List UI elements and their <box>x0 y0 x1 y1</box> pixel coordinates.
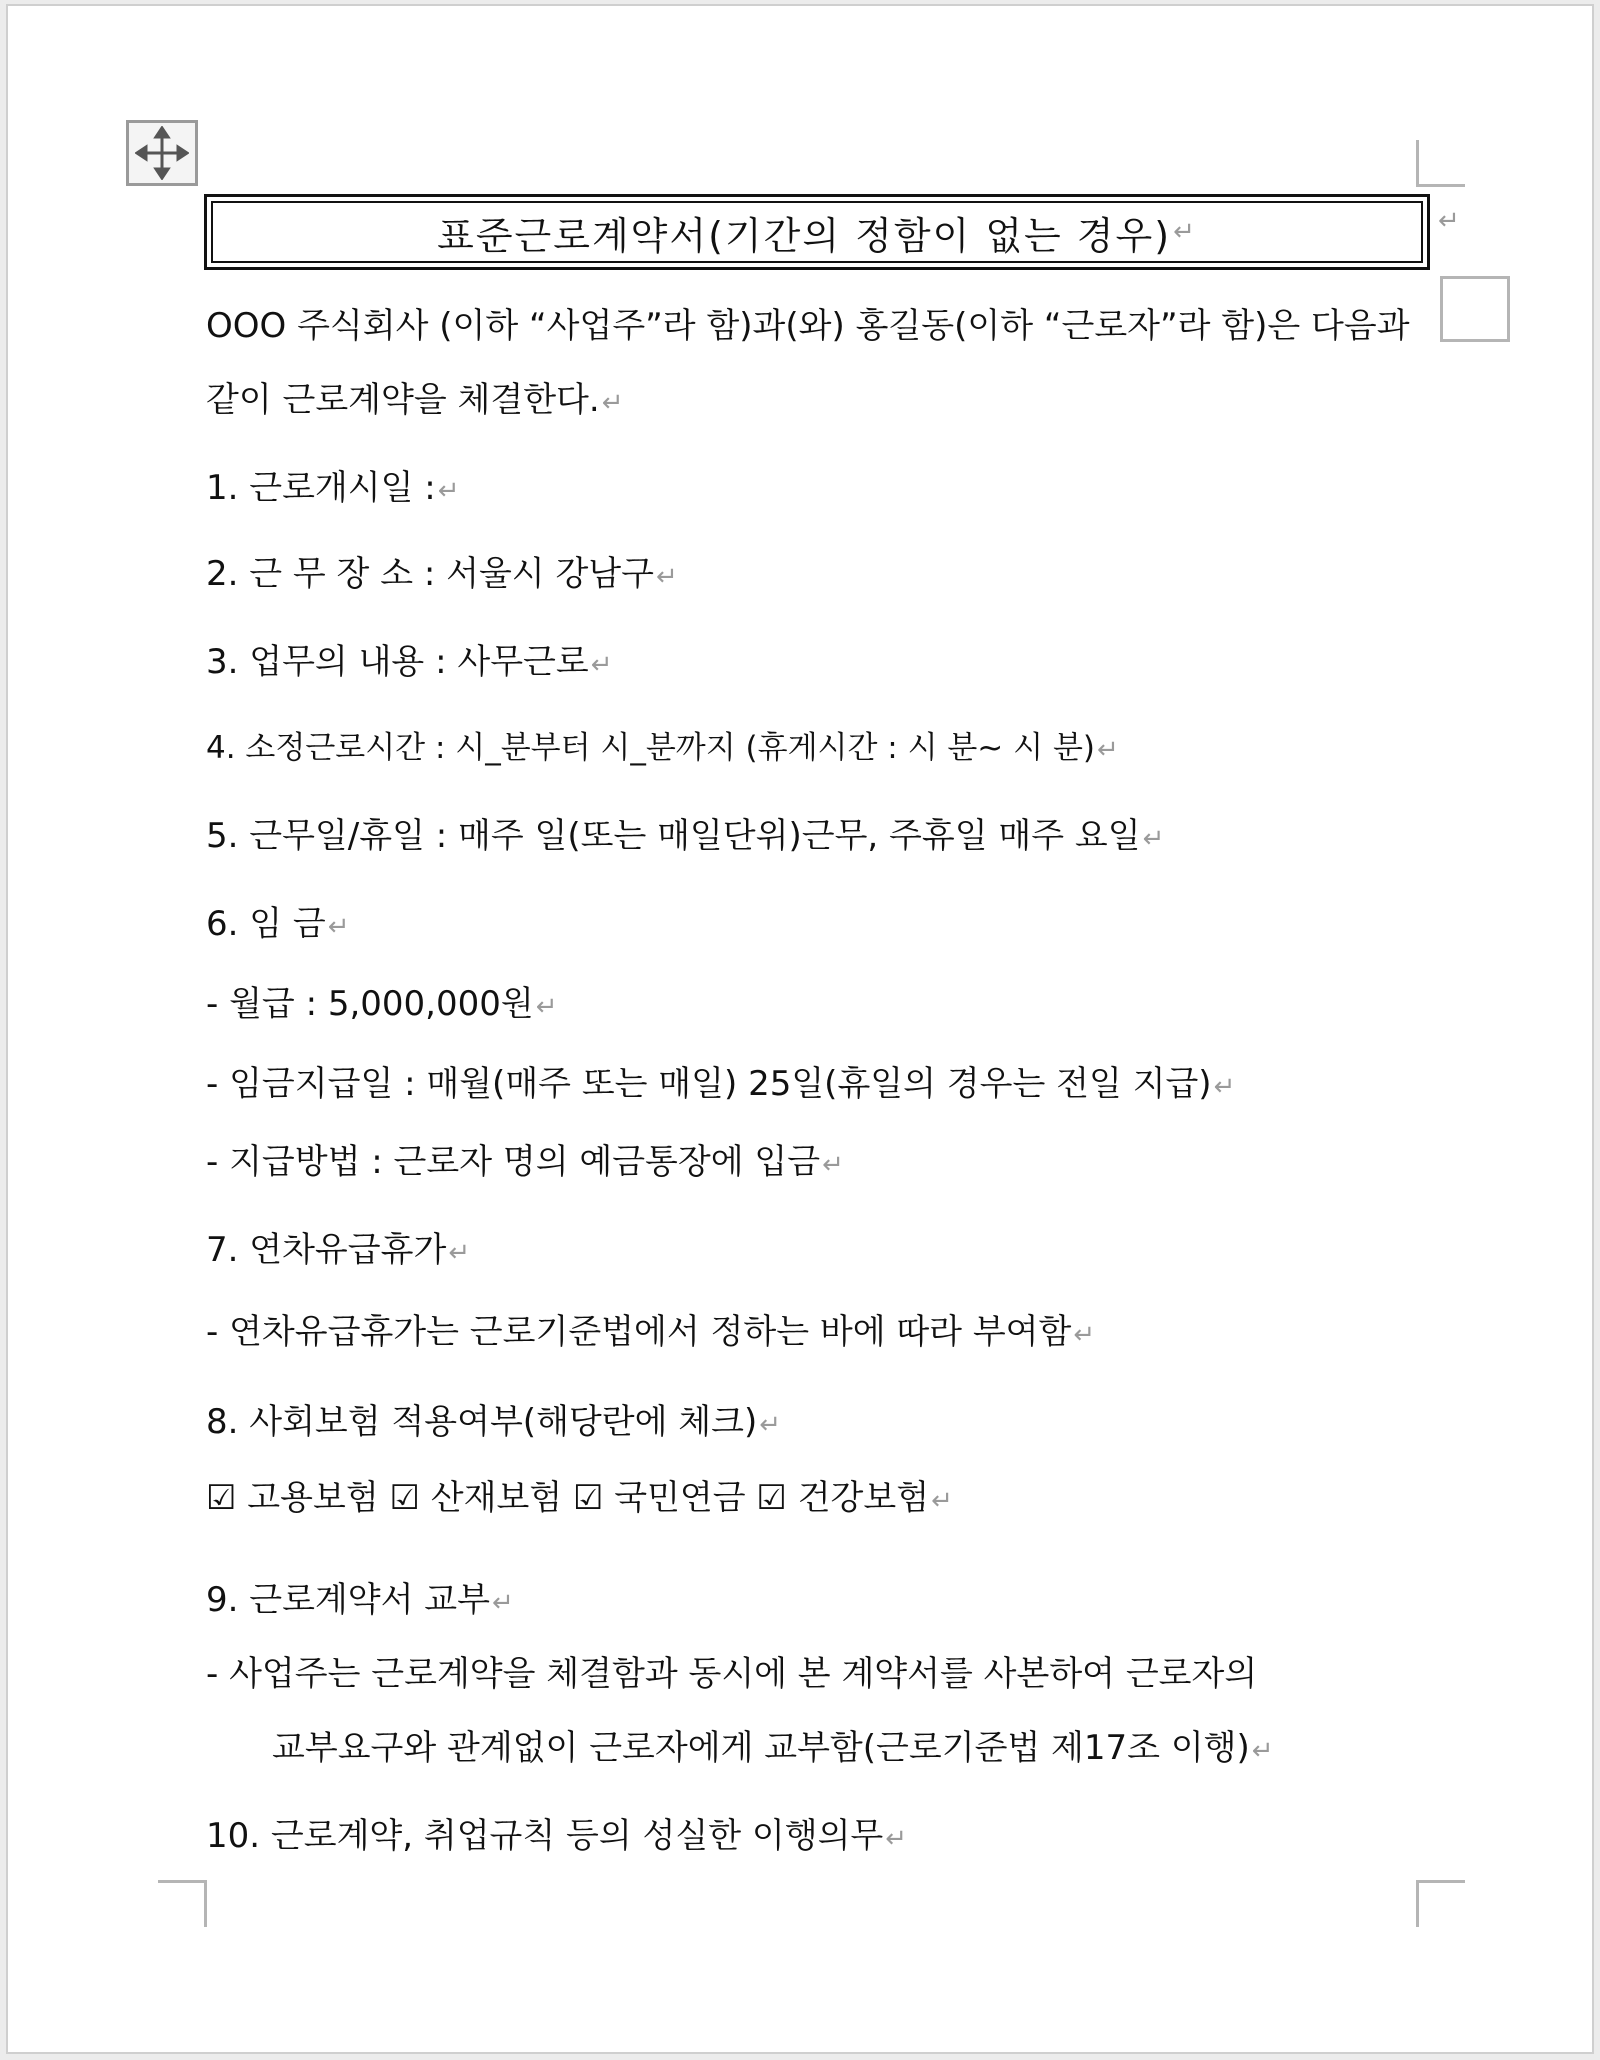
clause-duties[interactable]: 3. 업무의 내용 : 사무근로↵ <box>206 642 613 682</box>
clause-obligations[interactable]: 10. 근로계약, 취업규칙 등의 성실한 이행의무↵ <box>206 1816 908 1856</box>
wage-method[interactable]: - 지급방법 : 근로자 명의 예금통장에 입금↵ <box>206 1142 844 1182</box>
margin-corner-bottom-left <box>158 1880 207 1927</box>
delivery-detail-line-2[interactable]: 교부요구와 관계없이 근로자에게 교부함(근로기준법 제17조 이행)↵ <box>272 1728 1274 1768</box>
title-table[interactable] <box>204 194 1430 270</box>
delivery-detail-line-1[interactable]: - 사업주는 근로계약을 체결함과 동시에 본 계약서를 사본하여 근로자의 <box>206 1654 1258 1694</box>
end-of-row-mark: ↵ <box>1438 206 1460 236</box>
table-move-handle[interactable] <box>126 120 198 186</box>
clause-start-date[interactable]: 1. 근로개시일 :↵ <box>206 468 460 508</box>
title-cell[interactable] <box>211 201 1423 263</box>
margin-corner-top-right <box>1416 140 1465 187</box>
wage-payday[interactable]: - 임금지급일 : 매월(매주 또는 매일) 25일(휴일의 경우는 전일 지급)↵ <box>206 1064 1236 1104</box>
insurance-checkboxes[interactable]: ☑ 고용보험 ☑ 산재보험 ☑ 국민연금 ☑ 건강보험↵ <box>206 1478 953 1518</box>
clause-workplace[interactable]: 2. 근 무 장 소 : 서울시 강남구↵ <box>206 554 678 594</box>
document-page <box>6 4 1594 2054</box>
clause-working-hours[interactable]: 4. 소정근로시간 : 시_분부터 시_분까지 (휴게시간 : 시 분~ 시 분)↵ <box>206 730 1119 766</box>
clause-workdays[interactable]: 5. 근무일/휴일 : 매주 일(또는 매일단위)근무, 주휴일 매주 요일↵ <box>206 816 1165 856</box>
page-title: 표준근로계약서(기간의 정함이 없는 경우) <box>437 213 1172 258</box>
clause-annual-leave[interactable]: 7. 연차유급휴가↵ <box>206 1230 471 1270</box>
clause-wages[interactable]: 6. 임 금↵ <box>206 904 350 944</box>
margin-corner-bottom-right <box>1416 1880 1465 1927</box>
wage-monthly[interactable]: - 월급 : 5,000,000원↵ <box>206 984 558 1024</box>
clause-contract-delivery[interactable]: 9. 근로계약서 교부↵ <box>206 1580 514 1620</box>
table-resize-handle[interactable] <box>1440 276 1510 342</box>
move-arrows-icon <box>135 126 189 180</box>
paragraph-mark: ↵ <box>1173 217 1197 247</box>
clause-social-insurance[interactable]: 8. 사회보험 적용여부(해당란에 체크)↵ <box>206 1402 782 1442</box>
intro-line-1[interactable]: OOO 주식회사 (이하 “사업주”라 함)과(와) 홍길동(이하 “근로자”라 함)은 다음과 <box>206 306 1410 346</box>
annual-leave-detail[interactable]: - 연차유급휴가는 근로기준법에서 정하는 바에 따라 부여함↵ <box>206 1312 1096 1352</box>
intro-line-2[interactable]: 같이 근로계약을 체결한다.↵ <box>206 380 624 420</box>
